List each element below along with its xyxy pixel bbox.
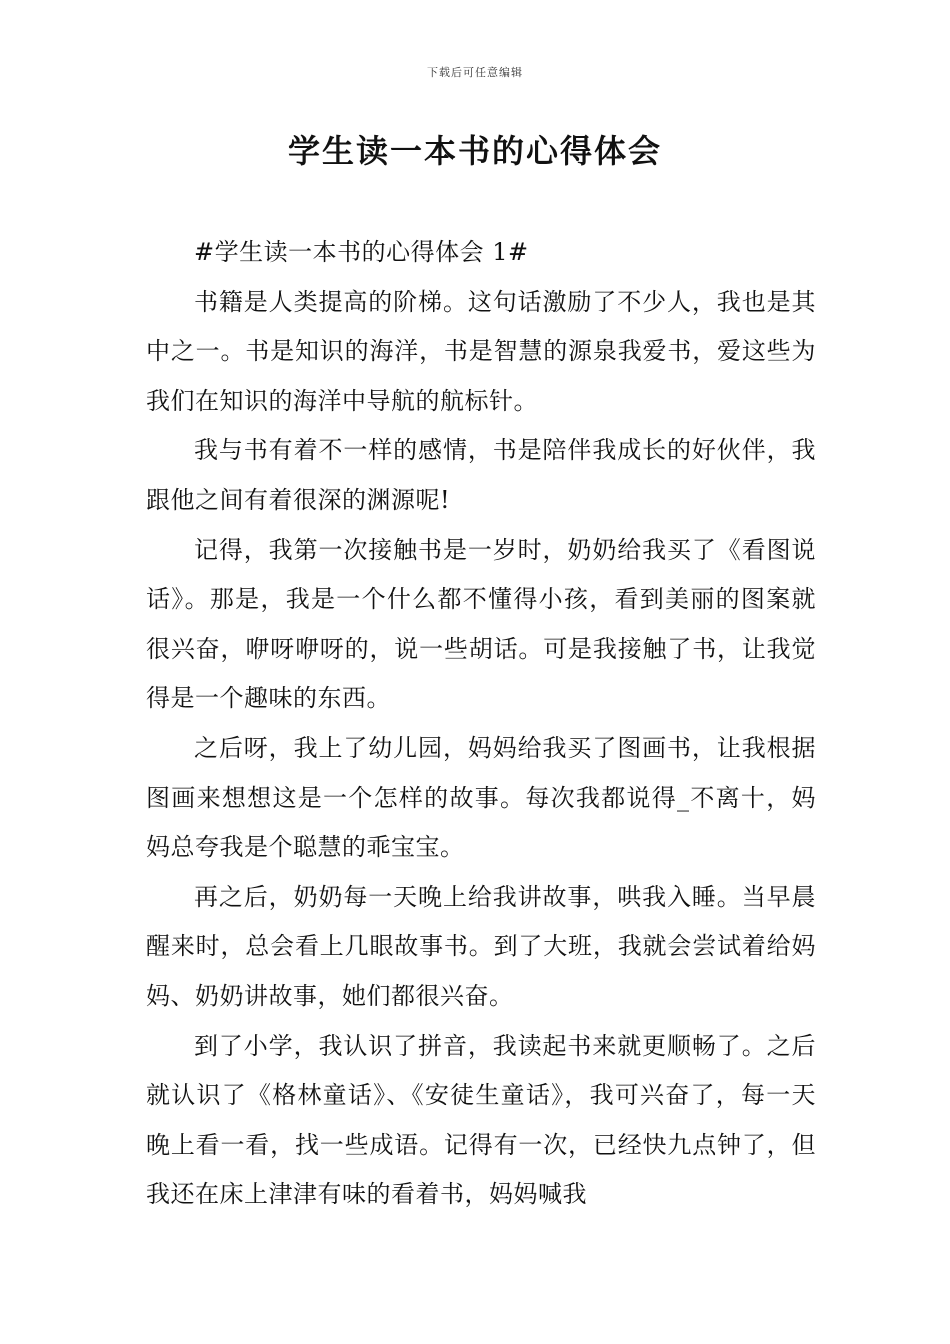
document-title: 学生读一本书的心得体会 [287, 132, 662, 170]
section-heading: #学生读一本书的心得体会 1# [194, 238, 529, 266]
paragraph: 记得，我第一次接触书是一岁时，奶奶给我买了《看图说话》。那是，我是一个什么都不懂得小孩，看到美丽的图案就很兴奋，咿呀咿呀的，说一些胡话。可是我接触了书，让我觉得是一个趣味的东西。 [146, 535, 816, 713]
page-header-note: 下载后可任意编辑 [427, 66, 523, 79]
paragraph: 书籍是人类提高的阶梯。这句话激励了不少人，我也是其中之一。书是知识的海洋，书是智慧的源泉我爱书，爱这些为我们在知识的海洋中导航的航标针。 [146, 287, 816, 415]
paragraph: 之后呀，我上了幼儿园，妈妈给我买了图画书，让我根据图画来想想这是一个怎样的故事。每次我都说得_不离十，妈妈总夸我是个聪慧的乖宝宝。 [146, 733, 816, 862]
document-body [146, 228, 816, 1220]
paragraph: 我与书有着不一样的感情，书是陪伴我成长的好伙伴，我跟他之间有着很深的渊源呢! [146, 436, 816, 514]
paragraph: 到了小学，我认识了拼音，我读起书来就更顺畅了。之后就认识了《格林童话》、《安徒生童话》，我可兴奋了，每一天晚上看一看，找一些成语。记得有一次，已经快九点钟了，但我还在床上津津有味的看着书，妈妈喊我 [146, 1031, 816, 1209]
paragraph: 再之后，奶奶每一天晚上给我讲故事，哄我入睡。当早晨醒来时，总会看上几眼故事书。到了大班，我就会尝试着给妈妈、奶奶讲故事，她们都很兴奋。 [146, 882, 816, 1010]
